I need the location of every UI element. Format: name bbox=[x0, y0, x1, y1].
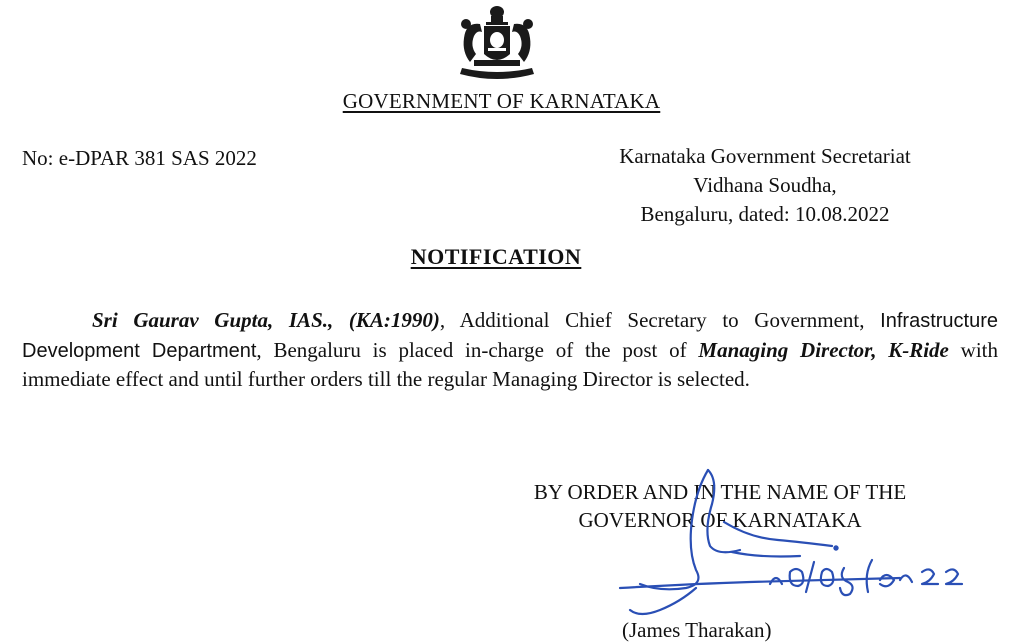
notification-body bbox=[22, 306, 998, 394]
signatory-name: (James Tharakan) bbox=[622, 618, 772, 642]
reference-number: No: e-DPAR 381 SAS 2022 bbox=[22, 146, 257, 170]
office-line-2: Vidhana Soudha, bbox=[693, 173, 837, 197]
post-name: Managing Director, K-Ride bbox=[698, 337, 949, 362]
office-address bbox=[570, 142, 960, 229]
order-line-2: GOVERNOR OF KARNATAKA bbox=[578, 508, 862, 532]
handwritten-signature bbox=[600, 460, 1000, 641]
officer-name: Sri Gaurav Gupta, IAS., (KA:1990) bbox=[92, 308, 440, 332]
government-title: GOVERNMENT OF KARNATAKA bbox=[342, 89, 661, 113]
order-line-1: BY ORDER AND IN THE NAME OF THE bbox=[533, 480, 907, 504]
body-text-2: , Bengaluru is placed in-charge of the post of bbox=[256, 337, 699, 362]
body-text-1: , Additional Chief Secretary to Government, bbox=[439, 308, 881, 332]
office-line-3: Bengaluru, dated: 10.08.2022 bbox=[640, 202, 890, 226]
office-line-1: Karnataka Government Secretariat bbox=[619, 144, 911, 168]
body-text-3: with immediate effect and until further orders till the regular Managing Director is selected. bbox=[22, 337, 998, 391]
karnataka-emblem-icon bbox=[452, 2, 542, 86]
department-name: Infrastructure Development Department bbox=[22, 310, 998, 362]
notification-heading: NOTIFICATION bbox=[410, 244, 582, 269]
